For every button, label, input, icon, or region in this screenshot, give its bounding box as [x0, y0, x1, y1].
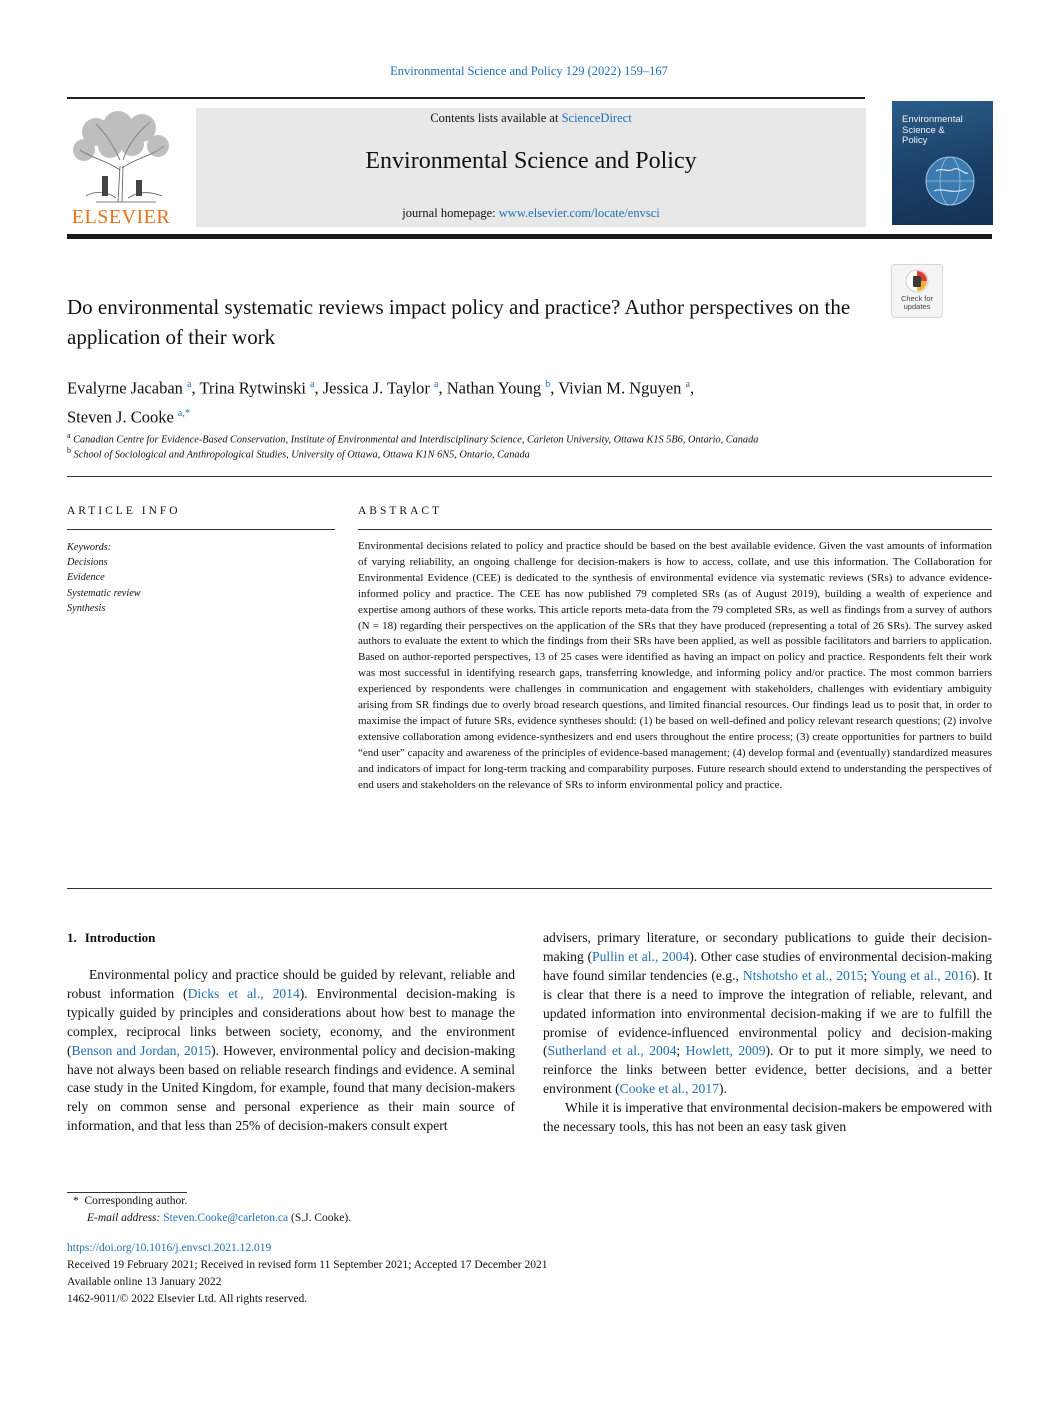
- author-name[interactable]: Steven J. Cooke: [67, 407, 174, 426]
- citation-link[interactable]: Benson and Jordan, 2015: [71, 1042, 212, 1058]
- footnote-mark: *: [73, 1195, 79, 1207]
- author-affiliation-mark[interactable]: a: [310, 379, 315, 390]
- author-list: [67, 372, 907, 429]
- keyword-item: Synthesis: [67, 602, 106, 614]
- publication-info: [67, 1240, 767, 1308]
- author-name[interactable]: Nathan Young: [446, 378, 542, 398]
- citation-link[interactable]: Ntshotsho et al., 2015: [742, 967, 864, 983]
- author-separator: ,: [550, 378, 559, 398]
- header-thick-divider: [67, 234, 992, 239]
- badge-label-line: updates: [903, 302, 931, 311]
- author-separator: ,: [438, 378, 447, 398]
- body-text: advisers, primary literature, or secondary publications to guide their decision-making (: [543, 930, 992, 964]
- cover-title-line: Environmental: [902, 114, 963, 125]
- body-paragraph: [67, 966, 515, 1136]
- author-name[interactable]: Trina Rytwinski: [199, 378, 306, 398]
- check-for-updates-badge[interactable]: [891, 264, 943, 318]
- affiliation-text: School of Sociological and Anthropological Studies, University of Ottawa, Ottawa K1N 6N5, Ontario, Canada: [73, 449, 530, 461]
- footnote-line: [67, 1193, 667, 1210]
- email-label: E-mail address:: [87, 1212, 164, 1224]
- email-suffix: (S.J. Cooke).: [288, 1212, 352, 1224]
- affiliation-a: [67, 431, 987, 445]
- keyword-item: Evidence: [67, 572, 105, 584]
- globe-graphic-icon: [912, 145, 987, 215]
- abstract-text: Environmental decisions related to policy and practice should be based on the best available evidence. Given the vast amounts of information of varying reliability, an ongoing challenge for decision-makers is how to access, collate, and use this information. The Collaboration for Environmental Evidence (CEE) is dedicated to the synthesis of environmental evidence via systematic reviews (SRs) to advance evidence-informed policy and practice. The CEE has now published 79 completed SRs (as of August 2019), building a wealth of experience and expertise among authors of these works. This article reports meta-data from the 79 completed SRs, as well as findings from a survey of authors (N = 18) regarding their perspectives on the application of the SRs that they have produced (representing a total of 26 SRs). The survey asked authors to evaluate the extent to which the findings from their SRs have been applied, as well as possible facilitators and barriers to application. Based on author-reported perspectives, 13 of 25 cases were identified as having an impact on policy and practice. Respondents felt their work was most successful in identifying research gaps, transferring knowledge, and informing policy and/or practice. The most common barriers experienced by respondents were challenges in communication and engagement with stakeholders, challenges with evidentiary ambiguity arising from SR findings due to overly broad research questions, and limited financial resources. Our findings lead us to posit that, in order to maximise the impact of future SRs, evidence syntheses should: (1) be based on well-defined and policy relevant research questions; (2) involve extensive collaboration among evidence-synthesizers and end users throughout the entire process; (3) create opportunities for partners to build “end user” capacity and awareness of the principles of evidence-based management; (4) develop formal and (eventually) standardized measures and indicators of impact for long-term tracking and comparability purposes. Future research should extend to understanding the perspectives of end users and stakeholders on the relevance of SRs to inform environmental policy and practice.: [358, 540, 992, 791]
- email-link[interactable]: Steven.Cooke@carleton.ca: [163, 1212, 289, 1224]
- body-text: ;: [863, 967, 871, 983]
- keyword-item: Decisions: [67, 557, 108, 569]
- author-affiliation-mark[interactable]: a: [434, 379, 439, 390]
- citation-link[interactable]: Dicks et al., 2014: [187, 985, 300, 1001]
- affiliation-mark: a: [67, 431, 71, 440]
- section-number: 1.: [67, 930, 77, 945]
- author-affiliation-mark[interactable]: a: [187, 379, 192, 390]
- corresponding-author-footnote: [67, 1193, 667, 1227]
- section-divider: [67, 476, 992, 477]
- available-online: Available online 13 January 2022: [67, 1276, 222, 1288]
- copyright-line: 1462-9011/© 2022 Elsevier Ltd. All rights reserved.: [67, 1293, 308, 1305]
- keyword-item: Systematic review: [67, 587, 141, 599]
- top-divider: [67, 97, 865, 99]
- citation-link[interactable]: Pullin et al., 2004: [592, 948, 690, 964]
- check-updates-icon: [905, 269, 929, 293]
- body-text: ).: [718, 1081, 727, 1097]
- received-dates: Received 19 February 2021; Received in revised form 11 September 2021; Accepted 17 December 2021: [67, 1259, 548, 1271]
- body-text: ). It is clear that there is a need to improve the integration of reliable, relevant, and updated information into environmental decision-making if we are to fulfill the promise of evidence-influenced environmental policy and decision-making (: [543, 967, 992, 1059]
- author-affiliation-mark[interactable]: b: [545, 379, 551, 390]
- affiliation-mark: b: [67, 446, 71, 455]
- author-name[interactable]: Jessica J. Taylor: [322, 378, 430, 398]
- body-column-right: [543, 929, 992, 1137]
- badge-label-line: Check for: [900, 294, 934, 303]
- article-title: Do environmental systematic reviews impact policy and practice? Author perspectives on the application of their work: [67, 295, 851, 349]
- author-affiliation-mark[interactable]: a: [685, 379, 691, 390]
- elsevier-wordmark: ELSEVIER: [71, 206, 171, 228]
- cover-title: [902, 115, 987, 147]
- body-text: ). Environmental decision-making is typically guided by principles and considerations about how best to manage the complex, reciprocal links between society, economy, and the environment (: [67, 985, 515, 1058]
- author-separator: ,: [690, 378, 695, 398]
- citation-link[interactable]: Young et al., 2016: [870, 967, 972, 983]
- abstract-divider: [358, 529, 992, 530]
- doi-link[interactable]: https://doi.org/10.1016/j.envsci.2021.12.019: [67, 1242, 272, 1254]
- contents-prefix: Contents lists available at: [430, 111, 562, 125]
- section-divider: [67, 888, 992, 889]
- body-paragraph: [543, 929, 992, 1099]
- badge-label: [892, 295, 942, 311]
- body-text: ). However, environmental policy and decision-making have not always been based on reliable research findings and evidence. A seminal case study in the United Kingdom, for example, found that many decision-makers rely on common sense and personal experience as their main source of information, and that less than 25% of decision-makers consult expert: [67, 1042, 515, 1134]
- footnote-email-line: [67, 1210, 667, 1227]
- tree-emblem-icon: [66, 110, 176, 208]
- article-info-heading: ARTICLE INFO: [67, 505, 181, 517]
- journal-homepage-line: [196, 206, 866, 221]
- citation-link[interactable]: Sutherland et al., 2004: [547, 1043, 677, 1059]
- citation-link[interactable]: Howlett, 2009: [685, 1043, 766, 1059]
- abstract-heading: ABSTRACT: [358, 505, 443, 517]
- body-text: ). Other case studies of environmental decision-making have found similar tendencies (e.g.,: [543, 948, 992, 983]
- affiliation-b: [67, 446, 987, 460]
- body-text: Environmental policy and practice should be guided by relevant, reliable and robust information (: [67, 967, 515, 1001]
- citation-link[interactable]: Cooke et al., 2017: [619, 1081, 719, 1097]
- sciencedirect-link[interactable]: ScienceDirect: [561, 111, 632, 125]
- cover-title-line: Policy: [902, 135, 928, 146]
- author-separator: ,: [314, 378, 323, 398]
- body-text: ;: [676, 1043, 686, 1059]
- keywords-label: Keywords:: [67, 542, 112, 553]
- author-separator: ,: [191, 378, 200, 398]
- journal-citation-link[interactable]: Environmental Science and Policy 129 (2022) 159–167: [390, 64, 668, 78]
- author-name[interactable]: Vivian M. Nguyen: [558, 378, 682, 398]
- body-paragraph: While it is imperative that environmental decision-makers be empowered with the necessary tools, this has not been an easy task given: [543, 1100, 992, 1135]
- author-name[interactable]: Evalyrne Jacaban: [67, 378, 183, 398]
- cover-title-line: Science &: [902, 124, 945, 136]
- body-column-left: [67, 966, 515, 1136]
- homepage-prefix: journal homepage:: [402, 206, 499, 220]
- affiliation-text: Canadian Centre for Evidence-Based Conservation, Institute of Environmental and Interdisciplinary Science, Carleton University, Ottawa K1S 5B6, Ontario, Canada: [73, 434, 759, 446]
- author-affiliation-mark[interactable]: a,*: [177, 407, 190, 419]
- footnote-text: Corresponding author.: [84, 1195, 188, 1207]
- contents-available-line: [196, 111, 866, 126]
- section-title: Introduction: [84, 930, 156, 945]
- journal-cover-image[interactable]: [892, 101, 993, 225]
- journal-homepage-link[interactable]: www.elsevier.com/locate/envsci: [498, 206, 660, 220]
- journal-name: Environmental Science and Policy: [365, 148, 697, 174]
- article-info-divider: [67, 529, 335, 530]
- keywords-block: [67, 540, 327, 616]
- body-text: ). Or to put it more simply, we need to reinforce the links between better evidence, better decisions, and a better environment (: [543, 1043, 992, 1097]
- introduction-heading: [67, 930, 155, 946]
